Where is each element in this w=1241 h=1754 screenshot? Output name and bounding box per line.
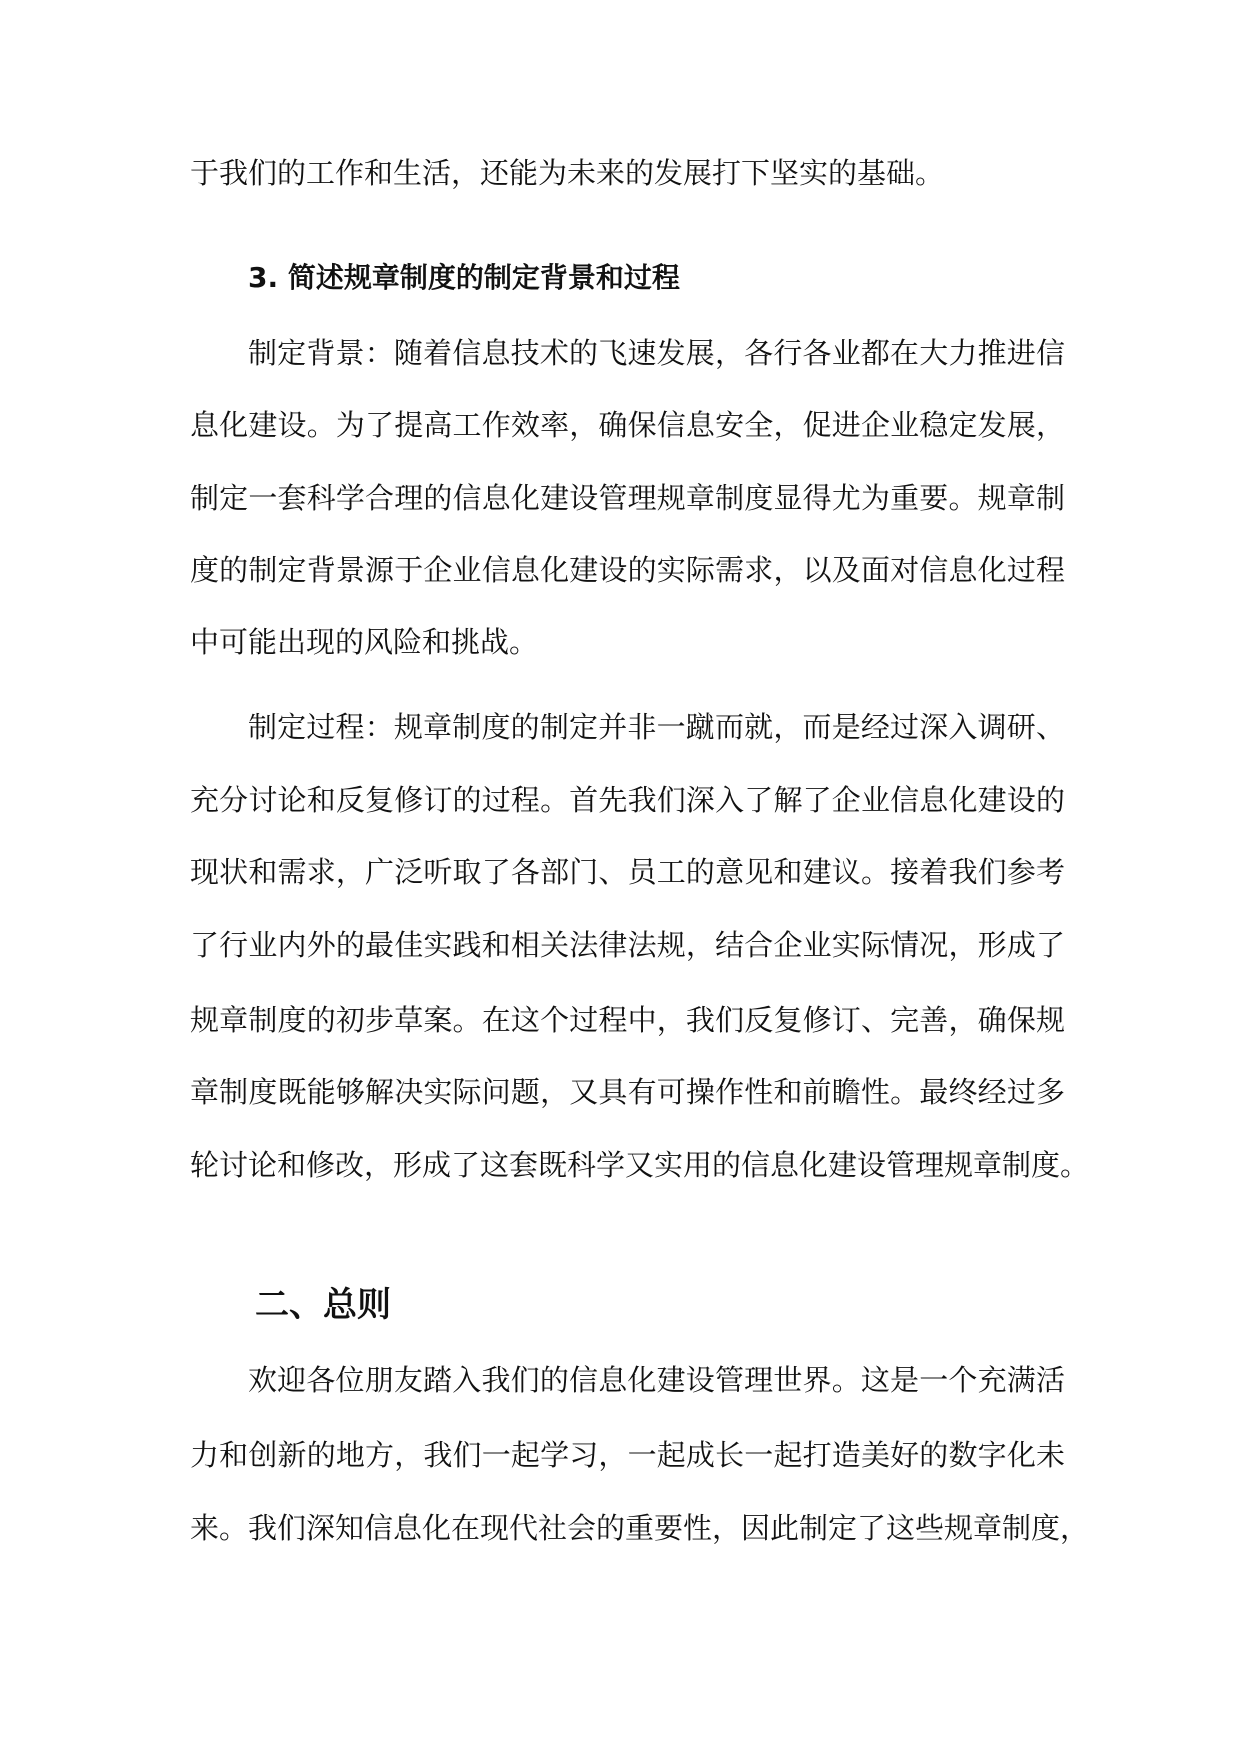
paragraph-line: 度的制定背景源于企业信息化建设的实际需求，以及面对信息化过程 [190,553,1065,587]
paragraph-line: 来。我们深知信息化在现代社会的重要性，因此制定了这些规章制度， [190,1511,1090,1545]
paragraph-line: 制定背景：随着信息技术的飞速发展，各行各业都在大力推进信 [248,336,1065,370]
paragraph-line: 制定过程：规章制度的制定并非一蹴而就，而是经过深入调研、 [248,710,1065,744]
section-heading-3: 3. 简述规章制度的制定背景和过程 [248,261,680,294]
paragraph-line: 于我们的工作和生活，还能为未来的发展打下坚实的基础。 [190,156,945,190]
paragraph-line: 制定一套科学合理的信息化建设管理规章制度显得尤为重要。规章制 [190,481,1065,515]
paragraph-line: 中可能出现的风险和挑战。 [190,625,539,659]
paragraph-line: 现状和需求，广泛听取了各部门、员工的意见和建议。接着我们参考 [190,855,1065,889]
paragraph-line: 了行业内外的最佳实践和相关法律法规，结合企业实际情况，形成了 [190,928,1065,962]
paragraph-line: 章制度既能够解决实际问题，又具有可操作性和前瞻性。最终经过多 [190,1075,1065,1109]
paragraph-line: 欢迎各位朋友踏入我们的信息化建设管理世界。这是一个充满活 [248,1363,1065,1397]
paragraph-line: 轮讨论和修改，形成了这套既科学又实用的信息化建设管理规章制度。 [190,1148,1090,1182]
paragraph-line: 规章制度的初步草案。在这个过程中，我们反复修订、完善，确保规 [190,1003,1065,1037]
paragraph-line: 力和创新的地方，我们一起学习，一起成长一起打造美好的数字化未 [190,1438,1065,1472]
section-heading-2: 二、总则 [255,1285,391,1325]
paragraph-line: 息化建设。为了提高工作效率，确保信息安全，促进企业稳定发展， [190,408,1065,442]
paragraph-line: 充分讨论和反复修订的过程。首先我们深入了解了企业信息化建设的 [190,783,1065,817]
